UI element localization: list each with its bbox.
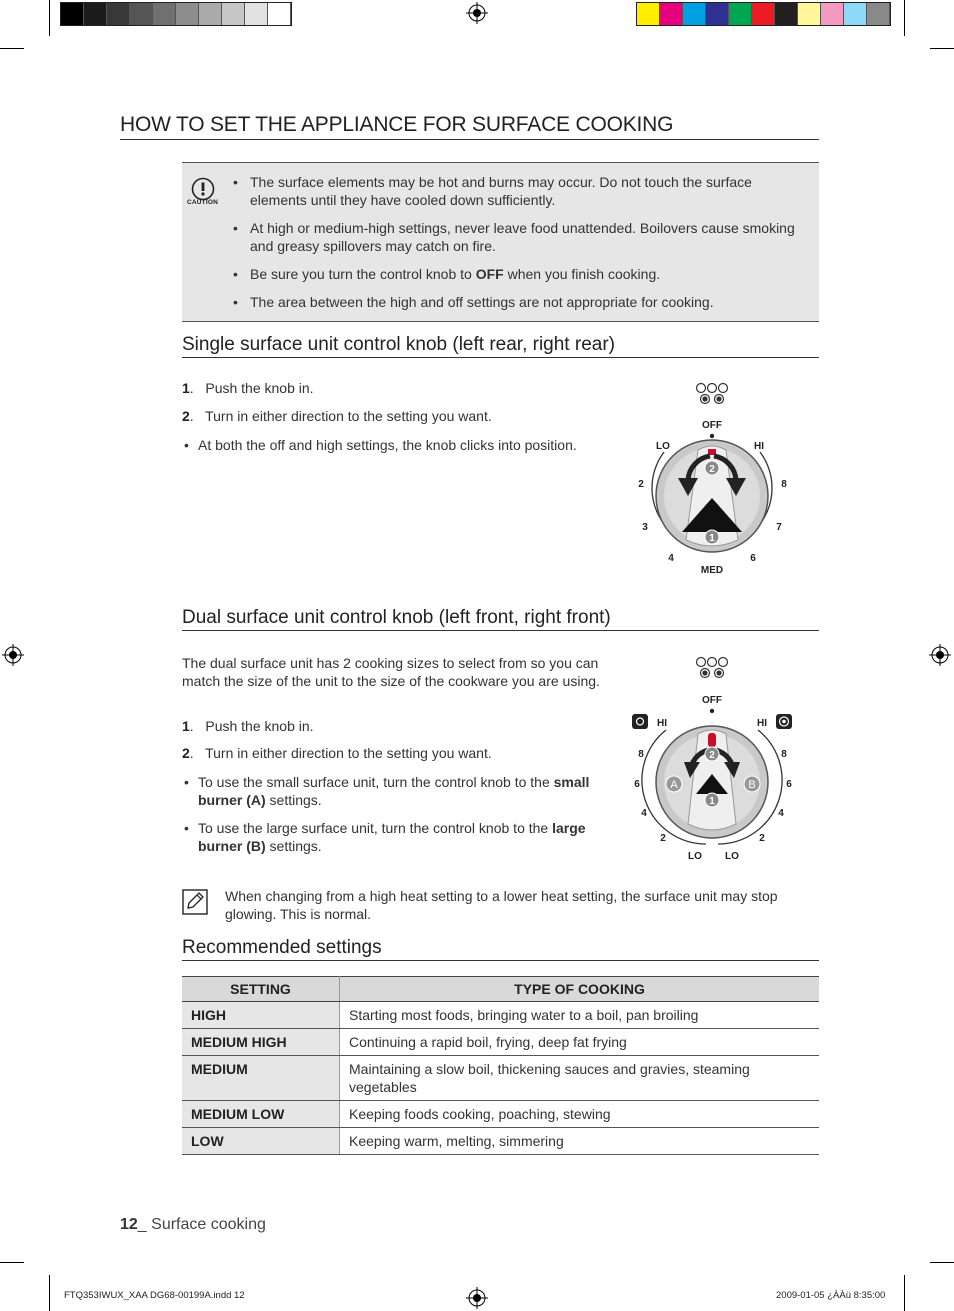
caution-item: • The area between the high and off settings are not appropriate for cooking. bbox=[229, 293, 799, 311]
page-title: HOW TO SET THE APPLIANCE FOR SURFACE COOKING bbox=[120, 113, 819, 140]
color-swatch bbox=[660, 3, 683, 25]
dual-step-2: 2. Turn in either direction to the setting you want. bbox=[182, 745, 492, 761]
caution-item: • Be sure you turn the control knob to OFF when you finish cooking. bbox=[229, 265, 799, 283]
crop-mark bbox=[0, 48, 24, 49]
dual-intro: The dual surface unit has 2 cooking sizes to select from so you can match the size of the unit to the size of the cookware you are using. bbox=[182, 655, 600, 689]
knob-badge-2: 2 bbox=[709, 464, 715, 475]
knob-left-4: 4 bbox=[641, 808, 647, 819]
type-cell: Keeping warm, melting, simmering bbox=[340, 1128, 820, 1155]
page-number: 12 bbox=[120, 1216, 138, 1233]
knob-lo-right: LO bbox=[725, 851, 739, 862]
color-swatch bbox=[706, 3, 729, 25]
color-swatch bbox=[867, 3, 890, 25]
knob-badge-1: 1 bbox=[709, 533, 715, 544]
knob-med-label: MED bbox=[700, 565, 724, 576]
caution-box bbox=[182, 162, 819, 322]
crop-mark bbox=[904, 0, 905, 36]
registration-mark-icon bbox=[466, 1287, 488, 1309]
crop-mark bbox=[49, 1275, 50, 1311]
dual-knob-heading: Dual surface unit control knob (left front, right front) bbox=[182, 607, 819, 631]
color-swatch bbox=[775, 3, 798, 25]
knob-left-6: 6 bbox=[634, 779, 640, 790]
dual-knob-diagram bbox=[628, 654, 798, 866]
color-swatch bbox=[637, 3, 660, 25]
color-swatch bbox=[107, 3, 130, 25]
table-row bbox=[182, 1101, 819, 1128]
knob-left-8: 8 bbox=[638, 749, 644, 760]
knob-hi-left-label: HI bbox=[657, 718, 667, 729]
color-swatch bbox=[821, 3, 844, 25]
setting-cell: LOW bbox=[182, 1128, 340, 1155]
crop-mark bbox=[904, 1275, 905, 1311]
knob-off-label: OFF bbox=[702, 420, 722, 431]
crop-mark bbox=[930, 1262, 954, 1263]
crop-mark bbox=[0, 1262, 24, 1263]
color-swatch bbox=[683, 3, 706, 25]
knob-3-label: 3 bbox=[642, 522, 648, 533]
caution-item: • At high or medium-high settings, never leave food unattended. Boilovers cause smoking and greasy spillovers may catch on fire. bbox=[229, 219, 799, 255]
dual-bullet-large: • To use the large surface unit, turn the control knob to the large burner (B) settings. bbox=[182, 819, 598, 855]
type-cell: Keeping foods cooking, poaching, stewing bbox=[340, 1101, 820, 1128]
registration-mark-icon bbox=[929, 644, 951, 666]
recommended-heading: Recommended settings bbox=[182, 937, 819, 961]
recommended-table bbox=[182, 976, 819, 1155]
table-row bbox=[182, 1002, 819, 1029]
color-swatch bbox=[153, 3, 176, 25]
print-file-info: FTQ353IWUX_XAA DG68-00199A.indd 12 bbox=[64, 1290, 245, 1301]
knob-hi-label: HI bbox=[754, 441, 764, 452]
grayscale-bar bbox=[60, 2, 292, 26]
burner-layout-icon bbox=[697, 658, 728, 678]
type-cell: Starting most foods, bringing water to a boil, pan broiling bbox=[340, 1002, 820, 1029]
single-step-2: 2. Turn in either direction to the setting you want. bbox=[182, 408, 492, 424]
crop-mark bbox=[49, 0, 50, 36]
color-swatch bbox=[268, 3, 291, 25]
color-swatch bbox=[61, 3, 84, 25]
burner-layout-icon bbox=[697, 384, 728, 404]
color-swatch bbox=[798, 3, 821, 25]
crop-mark bbox=[930, 48, 954, 49]
knob-lo-label: LO bbox=[656, 441, 670, 452]
table-row bbox=[182, 1128, 819, 1155]
knob-right-2: 2 bbox=[759, 833, 765, 844]
type-cell: Continuing a rapid boil, frying, deep fat frying bbox=[340, 1029, 820, 1056]
color-swatch bbox=[176, 3, 199, 25]
caution-item: • The surface elements may be hot and burns may occur. Do not touch the surface elements until they have cooled down sufficiently. bbox=[229, 173, 799, 209]
note-icon bbox=[182, 889, 208, 915]
color-swatch bbox=[844, 3, 867, 25]
color-swatch bbox=[84, 3, 107, 25]
knob-8-label: 8 bbox=[781, 479, 787, 490]
color-swatch bbox=[729, 3, 752, 25]
registration-mark-icon bbox=[466, 2, 488, 24]
note-text: When changing from a high heat setting to a lower heat setting, the surface unit may stop glowing. This is normal. bbox=[225, 888, 778, 922]
setting-cell: MEDIUM bbox=[182, 1056, 340, 1101]
registration-mark-icon bbox=[2, 644, 24, 666]
knob-hi-right-label: HI bbox=[757, 718, 767, 729]
column-header-type: TYPE OF COOKING bbox=[340, 977, 820, 1002]
color-swatch bbox=[199, 3, 222, 25]
color-swatch bbox=[752, 3, 775, 25]
color-swatch bbox=[222, 3, 245, 25]
knob-badge-2: 2 bbox=[709, 750, 715, 761]
single-bullet: • At both the off and high settings, the knob clicks into position. bbox=[182, 436, 577, 454]
setting-cell: MEDIUM LOW bbox=[182, 1101, 340, 1128]
table-row bbox=[182, 1029, 819, 1056]
knob-6-label: 6 bbox=[750, 553, 756, 564]
setting-cell: MEDIUM HIGH bbox=[182, 1029, 340, 1056]
knob-right-8: 8 bbox=[781, 749, 787, 760]
knob-right-4: 4 bbox=[778, 808, 784, 819]
single-knob-diagram bbox=[628, 380, 798, 580]
knob-left-2: 2 bbox=[660, 833, 666, 844]
dual-bullet-small: • To use the small surface unit, turn the control knob to the small burner (A) settings. bbox=[182, 773, 598, 809]
single-step-1: 1. Push the knob in. bbox=[182, 380, 314, 396]
page-footer bbox=[120, 1216, 266, 1234]
knob-off-label: OFF bbox=[702, 695, 722, 706]
knob-7-label: 7 bbox=[776, 522, 782, 533]
knob-b-label: B bbox=[748, 779, 756, 791]
table-header-row bbox=[182, 977, 819, 1002]
knob-2-label: 2 bbox=[638, 479, 644, 490]
process-color-bar bbox=[636, 2, 891, 26]
knob-a-label: A bbox=[670, 779, 678, 791]
caution-list bbox=[229, 173, 799, 321]
knob-4-label: 4 bbox=[668, 553, 674, 564]
section-name: _ Surface cooking bbox=[137, 1216, 266, 1233]
knob-right-6: 6 bbox=[786, 779, 792, 790]
setting-cell: HIGH bbox=[182, 1002, 340, 1029]
knob-lo-left: LO bbox=[688, 851, 702, 862]
print-date-info: 2009-01-05 ¿ÀÀü 8:35:00 bbox=[776, 1290, 886, 1301]
color-swatch bbox=[245, 3, 268, 25]
dual-step-1: 1. Push the knob in. bbox=[182, 718, 314, 734]
single-knob-heading: Single surface unit control knob (left rear, right rear) bbox=[182, 334, 819, 358]
table-row bbox=[182, 1056, 819, 1101]
type-cell: Maintaining a slow boil, thickening sauces and gravies, steaming vegetables bbox=[340, 1056, 820, 1101]
caution-label: CAUTION bbox=[187, 199, 219, 206]
column-header-setting: SETTING bbox=[182, 977, 340, 1002]
color-swatch bbox=[130, 3, 153, 25]
knob-badge-1: 1 bbox=[709, 796, 715, 807]
